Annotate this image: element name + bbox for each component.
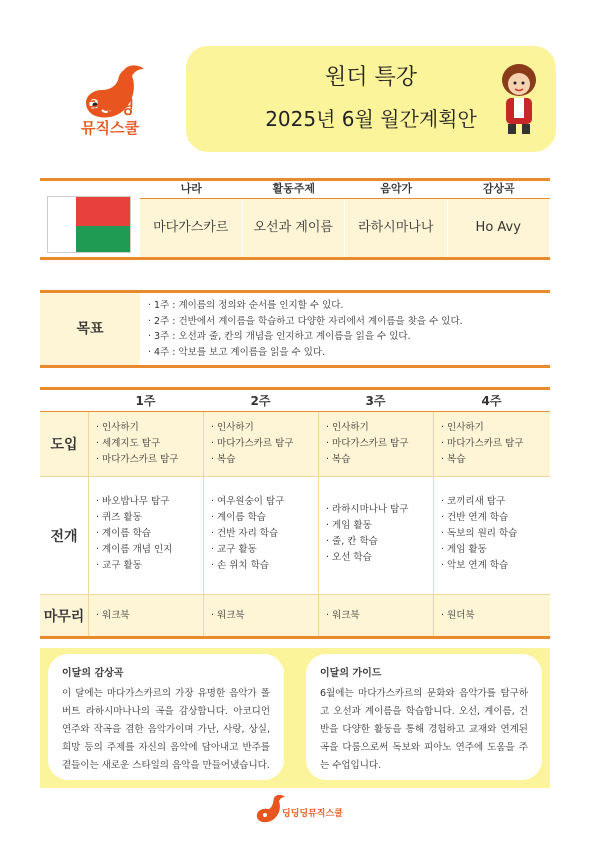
development-week4-cell bbox=[435, 494, 517, 574]
teacher-character-icon bbox=[494, 60, 544, 136]
list-item: · 복습 bbox=[326, 454, 351, 465]
goals-list bbox=[148, 298, 463, 360]
country-info-table bbox=[40, 178, 550, 260]
listening-title: 이달의 감상곡 bbox=[62, 668, 124, 679]
country-grid bbox=[140, 181, 550, 257]
list-item: · 원더북 bbox=[441, 610, 475, 621]
duck-logo-icon bbox=[72, 30, 152, 160]
madagascar-flag-icon bbox=[47, 196, 131, 253]
list-item: · 게임 활동 bbox=[326, 520, 372, 531]
guide-body: 6월에는 마다가스카르의 문화와 음악가를 탐구하고 오선과 계이름을 학습합니다. 오선, 계이름, 건반을 다양한 활동을 통해 경험하고 교재와 연계된 곡을 다룸으로써 독보와 피아노 연주에 도움을 주는 수업입니다. bbox=[320, 688, 528, 771]
week-header-4: 4주 bbox=[433, 390, 550, 412]
list-item: · 교구 활동 bbox=[211, 544, 257, 555]
value-country: 마다가스카르 bbox=[140, 199, 243, 257]
list-item: · 인사하기 bbox=[211, 422, 254, 433]
list-item: · 게임 활동 bbox=[441, 544, 487, 555]
development-week1-cell bbox=[90, 494, 172, 574]
intro-week1-cell bbox=[90, 420, 178, 468]
value-musician: 라하시마나나 bbox=[345, 199, 448, 257]
intro-week4-cell bbox=[435, 420, 523, 468]
logo-line1: 딩딩딩 bbox=[85, 98, 135, 118]
list-item: · 복습 bbox=[211, 454, 236, 465]
list-item: · 바오밥나무 탐구 bbox=[96, 496, 170, 507]
list-item: · 워크북 bbox=[96, 610, 130, 621]
list-item: · 건반 연계 학습 bbox=[441, 512, 509, 523]
header-topic: 활동주제 bbox=[243, 181, 346, 199]
list-item: · 코끼리새 탐구 bbox=[441, 496, 506, 507]
list-item: · 계이름 개념 인지 bbox=[96, 544, 173, 555]
list-item: · 워크북 bbox=[211, 610, 245, 621]
page-title: 원더 특강 bbox=[324, 65, 417, 90]
list-item: · 마다가스카르 탐구 bbox=[211, 438, 294, 449]
guide-card bbox=[306, 654, 542, 780]
goals-label: 목표 bbox=[40, 293, 140, 365]
list-item: · 마다가스카르 탐구 bbox=[326, 438, 409, 449]
goal-item: · 3주 : 오선과 줄, 칸의 개념을 인지하고 계이름을 읽을 수 있다. bbox=[148, 331, 411, 342]
value-song: Ho Avy bbox=[448, 199, 551, 257]
header-song: 감상곡 bbox=[448, 181, 551, 199]
list-item: · 손 위치 학습 bbox=[211, 560, 269, 571]
header-musician: 음악가 bbox=[345, 181, 448, 199]
development-week3-cell bbox=[320, 502, 408, 566]
footer-brand-text: 딩딩딩뮤직스쿨 bbox=[282, 809, 343, 819]
week-header-1: 1주 bbox=[88, 390, 203, 412]
list-item: · 건반 자리 학습 bbox=[211, 528, 279, 539]
list-item: · 악보 연계 학습 bbox=[441, 560, 509, 571]
flag-cell bbox=[40, 181, 140, 257]
list-item: · 줄, 칸 학습 bbox=[326, 536, 378, 547]
list-item: · 마다가스카르 탐구 bbox=[441, 438, 524, 449]
list-item: · 인사하기 bbox=[441, 422, 484, 433]
page-subtitle: 2025년 6월 월간계획안 bbox=[265, 107, 477, 131]
goal-item: · 2주 : 건반에서 계이름을 학습하고 다양한 자리에서 계이름을 찾을 수 있다. bbox=[148, 315, 463, 327]
header-country: 나라 bbox=[140, 181, 243, 199]
value-topic: 오선과 계이름 bbox=[243, 199, 346, 257]
listening-card bbox=[48, 654, 284, 780]
row-label-development: 전개 bbox=[50, 529, 78, 545]
development-week2-cell bbox=[205, 494, 284, 574]
list-item: · 여우원숭이 탐구 bbox=[211, 496, 285, 507]
closing-week3-cell bbox=[320, 608, 360, 624]
logo-line2: 뮤직스쿨 bbox=[81, 119, 139, 137]
guide-title: 이달의 가이드 bbox=[320, 668, 382, 679]
row-label-closing: 마무리 bbox=[43, 609, 85, 625]
brand-logo-text bbox=[80, 98, 140, 138]
intro-week3-cell bbox=[320, 420, 408, 468]
list-item: · 마다가스카르 탐구 bbox=[96, 454, 179, 465]
list-item: · 계이름 학습 bbox=[96, 528, 151, 539]
list-item: · 퀴즈 활동 bbox=[96, 512, 142, 523]
closing-week4-cell bbox=[435, 608, 475, 624]
goal-item: · 4주 : 악보를 보고 계이름을 읽을 수 있다. bbox=[148, 346, 326, 358]
weekly-plan-table bbox=[40, 387, 550, 639]
week-header-2: 2주 bbox=[203, 390, 318, 412]
list-item: · 세계지도 탐구 bbox=[96, 438, 161, 449]
list-item: · 교구 활동 bbox=[96, 560, 142, 571]
closing-week2-cell bbox=[205, 608, 245, 624]
list-item: · 라하시마나나 탐구 bbox=[326, 504, 409, 515]
intro-week2-cell bbox=[205, 420, 293, 468]
list-item: · 독보의 원리 학습 bbox=[441, 528, 518, 539]
row-label-intro: 도입 bbox=[50, 437, 78, 453]
list-item: · 인사하기 bbox=[326, 422, 369, 433]
closing-week1-cell bbox=[90, 608, 130, 624]
list-item: · 인사하기 bbox=[96, 422, 139, 433]
bottom-info-panel bbox=[40, 648, 550, 788]
list-item: · 워크북 bbox=[326, 610, 360, 621]
goals-section bbox=[40, 290, 550, 368]
list-item: · 복습 bbox=[441, 454, 466, 465]
listening-body: 이 달에는 마다가스카르의 가장 유명한 음악가 폴 버트 라하시마나나의 곡을 감상합니다. 아코디언 연주와 작곡을 겸한 음악가이며 가난, 사랑, 상실, 희망 등의 주제를 자신의 음악에 담아내고 반주를 곁들이는 새로운 스타일의 음악을 만들어냈습니다. bbox=[62, 688, 270, 771]
goal-item: · 1주 : 계이름의 정의와 순서를 인지할 수 있다. bbox=[148, 300, 344, 311]
week-header-3: 3주 bbox=[318, 390, 433, 412]
list-item: · 계이름 학습 bbox=[211, 512, 266, 523]
list-item: · 오선 학습 bbox=[326, 552, 372, 563]
